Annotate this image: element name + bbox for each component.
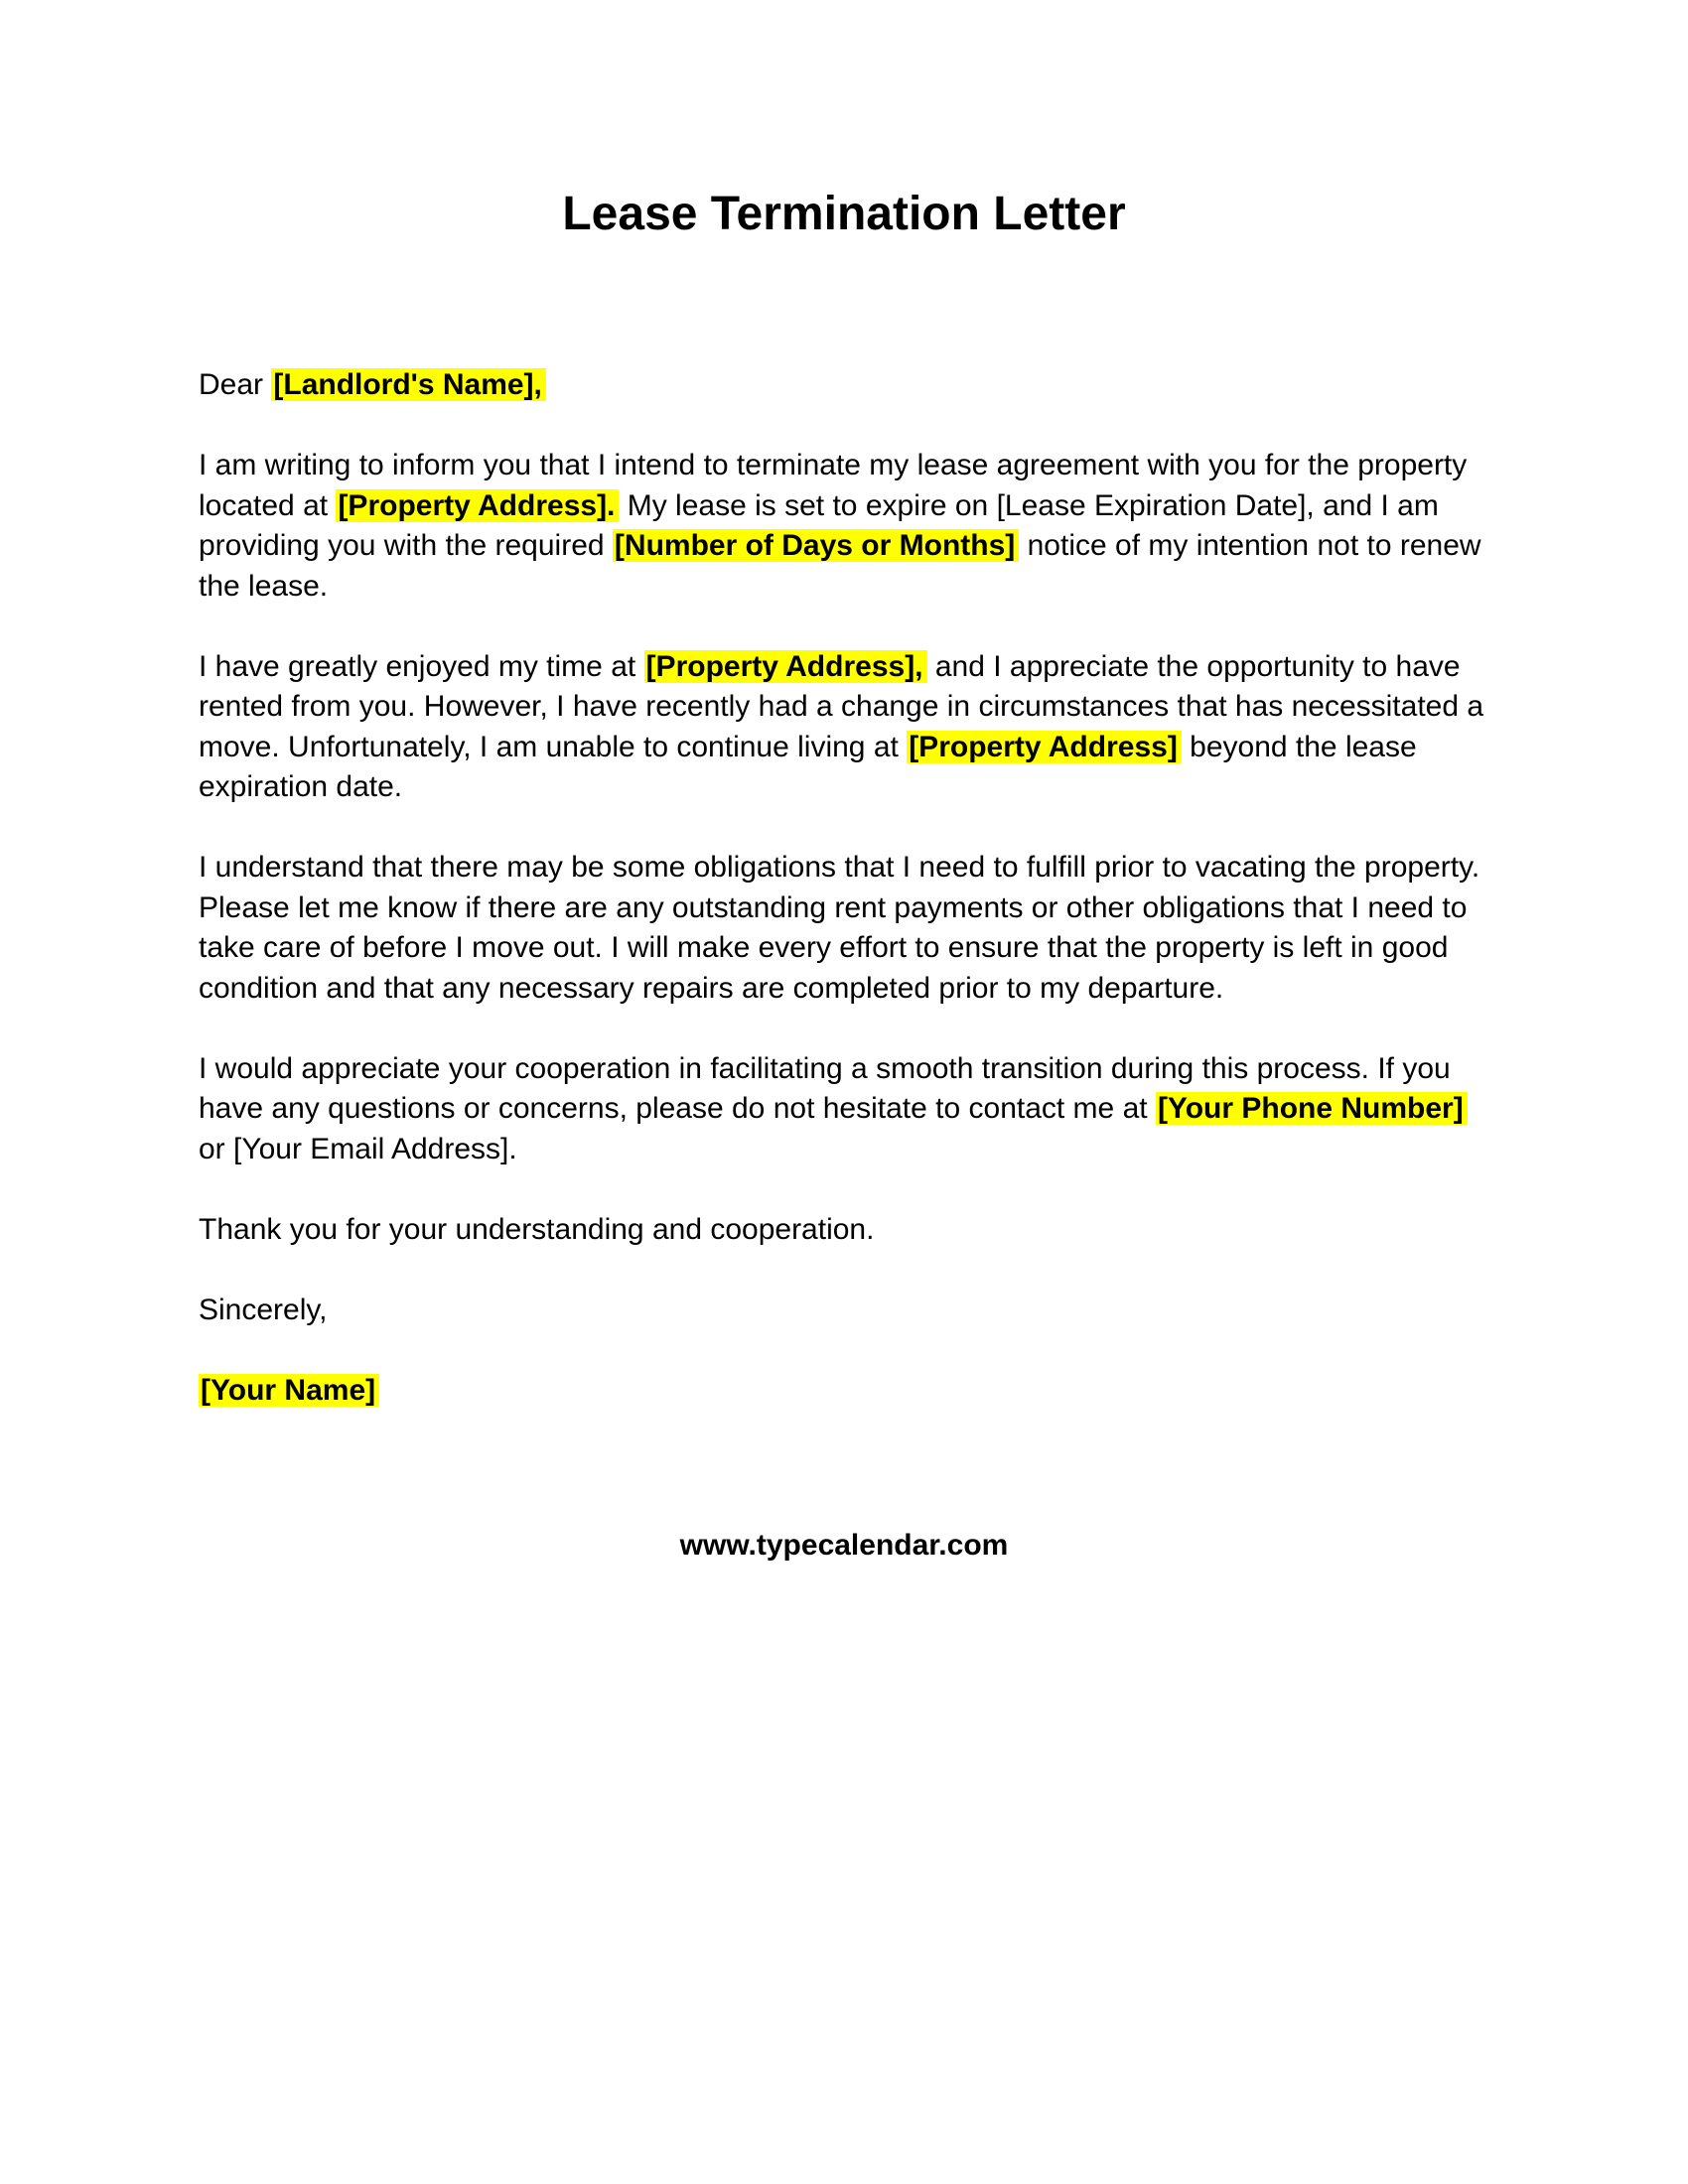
paragraph-circumstances-text-3: beyond the lease expiration date. [199, 730, 1417, 803]
letter-body [199, 365, 1489, 1451]
paragraph-thanks: Thank you for your understanding and cooperation. [199, 1212, 875, 1246]
your-name-placeholder: [Your Name] [199, 1374, 379, 1407]
salutation-dear: Dear [199, 368, 264, 401]
paragraph-contact-text-2: or [Your Email Address]. [199, 1132, 517, 1165]
paragraph-contact-text-1: I would appreciate your cooperation in facilitating a smooth transition during this process. If you have any questions or concerns, please do not hesitate to contact me at [199, 1051, 1451, 1125]
salutation [199, 365, 1489, 406]
paragraph-contact [199, 1049, 1489, 1170]
closing: Sincerely, [199, 1293, 328, 1326]
property-address-placeholder: [Property Address], [644, 650, 927, 683]
paragraph-intent [199, 446, 1489, 607]
paragraph-obligations: I understand that there may be some obligations that I need to fulfill prior to vacating the property. Please let me know if there are any outstanding rent payments or other obligations that I need to take care of before I move out. I will make every effort to ensure that the property is left in good condition and that any necessary repairs are completed prior to my departure. [199, 851, 1480, 1005]
document-title: Lease Termination Letter [562, 188, 1126, 240]
property-address-placeholder: [Property Address] [907, 731, 1182, 763]
paragraph-intent-text-2: My lease is set to expire on [Lease Expiration Date], and I am providing you with the required [199, 488, 1439, 562]
phone-number-placeholder: [Your Phone Number] [1156, 1092, 1468, 1125]
property-address-placeholder: [Property Address]. [336, 489, 619, 522]
paragraph-intent-text-3: notice of my intention not to renew the lease. [199, 529, 1481, 603]
landlord-name-placeholder: [Landlord's Name], [271, 368, 546, 401]
paragraph-circumstances-text-1: I have greatly enjoyed my time at [199, 649, 636, 683]
notice-period-placeholder: [Number of Days or Months] [613, 529, 1019, 562]
footer-website: www.typecalendar.com [679, 1529, 1009, 1562]
paragraph-circumstances-text-2: and I appreciate the opportunity to have rented from you. However, I have recently had a change in circumstances that has necessitated a move. Unfortunately, I am unable to continue living at [199, 649, 1484, 763]
paragraph-circumstances [199, 647, 1489, 808]
signature-line [199, 1371, 1489, 1412]
paragraph-intent-text-1: I am writing to inform you that I intend to terminate my lease agreement with you for the property located at [199, 449, 1468, 522]
